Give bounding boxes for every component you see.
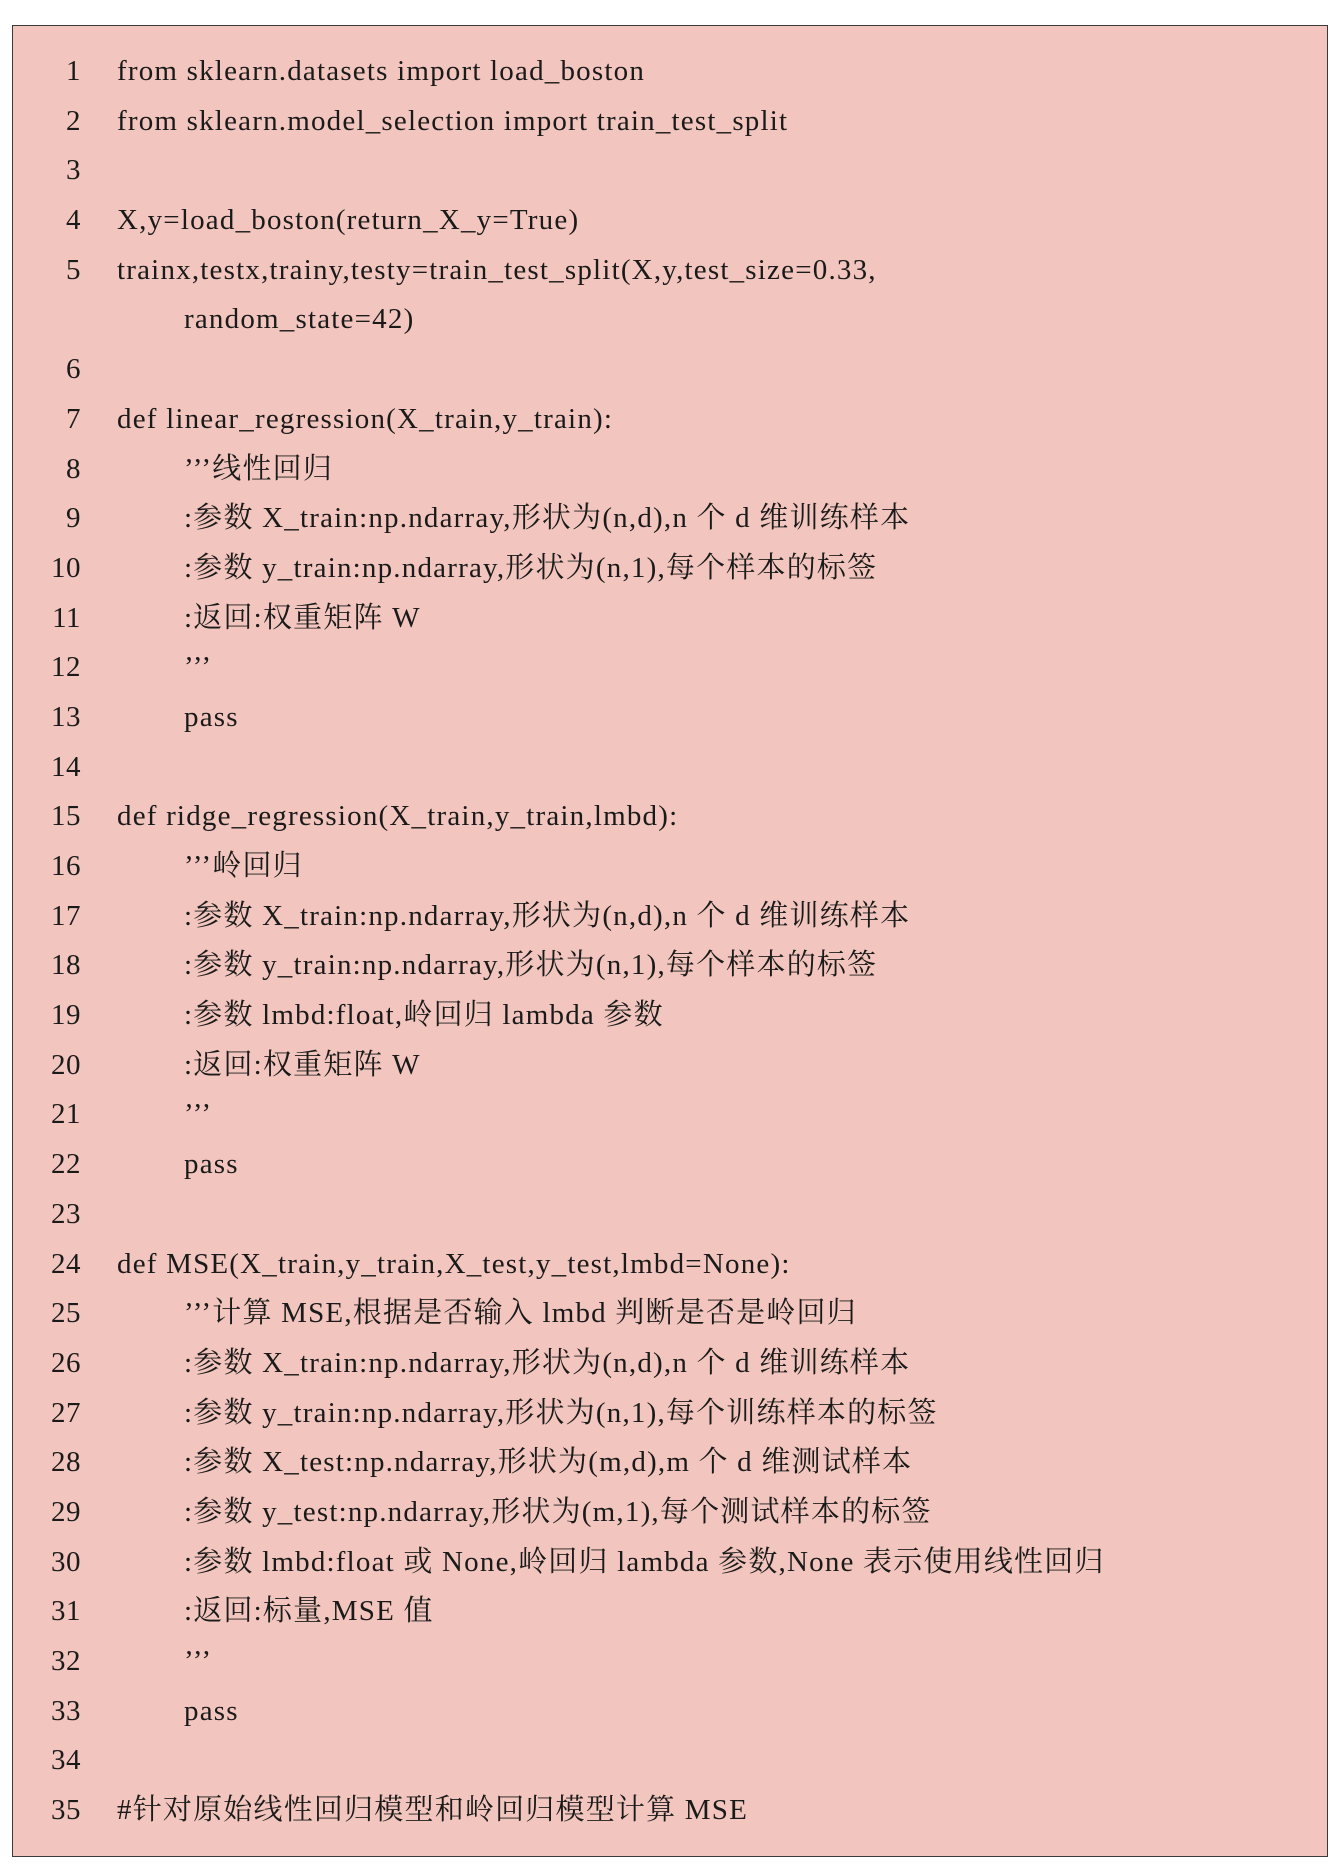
code-line: [13, 1794, 1327, 1861]
code-text: :参数 y_train:np.ndarray,形状为(n,1),每个训练样本的标签: [184, 1396, 938, 1429]
line-number: 34: [51, 1744, 81, 1777]
code-text: pass: [184, 1694, 239, 1727]
line-number: 5: [66, 253, 81, 286]
code-text: ’’’: [184, 1645, 213, 1677]
line-number: 20: [51, 1048, 81, 1081]
line-number: 4: [66, 204, 81, 237]
line-number: 31: [51, 1595, 81, 1628]
line-number: 16: [51, 850, 81, 882]
code-text: from sklearn.datasets import load_boston: [117, 55, 646, 87]
code-text: pass: [184, 1148, 239, 1181]
code-line: [13, 1148, 1327, 1215]
code-text: ’’’线性回归: [184, 452, 334, 485]
code-text: :参数 y_train:np.ndarray,形状为(n,1),每个样本的标签: [184, 949, 878, 982]
code-text: :参数 X_train:np.ndarray,形状为(n,d),n 个 d 维训练样本: [184, 899, 911, 932]
line-number: 30: [51, 1545, 81, 1578]
code-text: ’’’: [184, 1098, 213, 1131]
code-text: :参数 y_test:np.ndarray,形状为(m,1),每个测试样本的标签: [184, 1495, 932, 1528]
line-number: 28: [51, 1446, 81, 1479]
line-number: 26: [51, 1346, 81, 1379]
code-text: def MSE(X_train,y_train,X_test,y_test,lmbd=None):: [117, 1247, 791, 1280]
code-text: :参数 X_test:np.ndarray,形状为(m,d),m 个 d 维测试样本: [184, 1446, 913, 1479]
code-text: :返回:权重矩阵 W: [184, 601, 421, 634]
line-number: 17: [51, 899, 81, 932]
line-number: 21: [51, 1098, 81, 1131]
line-number: 12: [51, 651, 81, 684]
line-number: 35: [51, 1794, 81, 1827]
code-text: :返回:权重矩阵 W: [184, 1048, 421, 1081]
code-text: :返回:标量,MSE 值: [184, 1595, 434, 1628]
code-listing: [12, 25, 1328, 1857]
code-text: #针对原始线性回归模型和岭回归模型计算 MSE: [117, 1794, 748, 1827]
line-number: 2: [66, 104, 81, 137]
line-number: 11: [52, 601, 81, 634]
code-text: ’’’岭回归: [184, 850, 303, 882]
line-number: 9: [66, 502, 81, 535]
code-line: [13, 1694, 1327, 1762]
line-number: 10: [51, 551, 81, 584]
line-number: 1: [66, 55, 81, 87]
code-line: [13, 700, 1327, 768]
line-number: 7: [66, 402, 81, 435]
line-number: 33: [51, 1694, 81, 1727]
line-number: 25: [51, 1297, 81, 1330]
code-text: :参数 X_train:np.ndarray,形状为(n,d),n 个 d 维训练样本: [184, 1346, 911, 1379]
line-number: 15: [51, 800, 81, 833]
code-text: :参数 lmbd:float,岭回归 lambda 参数: [184, 999, 664, 1032]
code-line: [13, 104, 1327, 172]
code-line: [13, 303, 1327, 370]
line-number: 32: [51, 1645, 81, 1677]
line-number: 18: [51, 949, 81, 982]
line-number: 8: [66, 452, 81, 485]
line-number: 24: [51, 1247, 81, 1280]
line-number: 23: [51, 1197, 81, 1230]
line-number: 14: [51, 750, 81, 783]
code-text: X,y=load_boston(return_X_y=True): [117, 204, 580, 237]
code-text: :参数 y_train:np.ndarray,形状为(n,1),每个样本的标签: [184, 551, 878, 584]
code-text: from sklearn.model_selection import train_test_split: [117, 104, 789, 137]
line-number: 29: [51, 1495, 81, 1528]
code-text: def ridge_regression(X_train,y_train,lmbd):: [117, 800, 679, 833]
code-text: ’’’: [184, 651, 213, 684]
code-text: :参数 X_train:np.ndarray,形状为(n,d),n 个 d 维训练样本: [184, 502, 911, 535]
line-number: 22: [51, 1148, 81, 1181]
line-number: 6: [66, 353, 81, 386]
line-number: 3: [66, 154, 81, 187]
line-number: 19: [51, 999, 81, 1032]
code-text: trainx,testx,trainy,testy=train_test_split(X,y,test_size=0.33,: [117, 253, 877, 286]
code-text: :参数 lmbd:float 或 None,岭回归 lambda 参数,None 表示使用线性回归: [184, 1545, 1105, 1578]
code-text: pass: [184, 700, 239, 733]
code-lines: [13, 55, 1327, 1861]
line-number: 13: [51, 700, 81, 733]
code-text: ’’’计算 MSE,根据是否输入 lmbd 判断是否是岭回归: [184, 1297, 857, 1330]
line-number: 27: [51, 1396, 81, 1429]
code-text: def linear_regression(X_train,y_train):: [117, 402, 614, 435]
code-text: random_state=42): [184, 303, 415, 336]
